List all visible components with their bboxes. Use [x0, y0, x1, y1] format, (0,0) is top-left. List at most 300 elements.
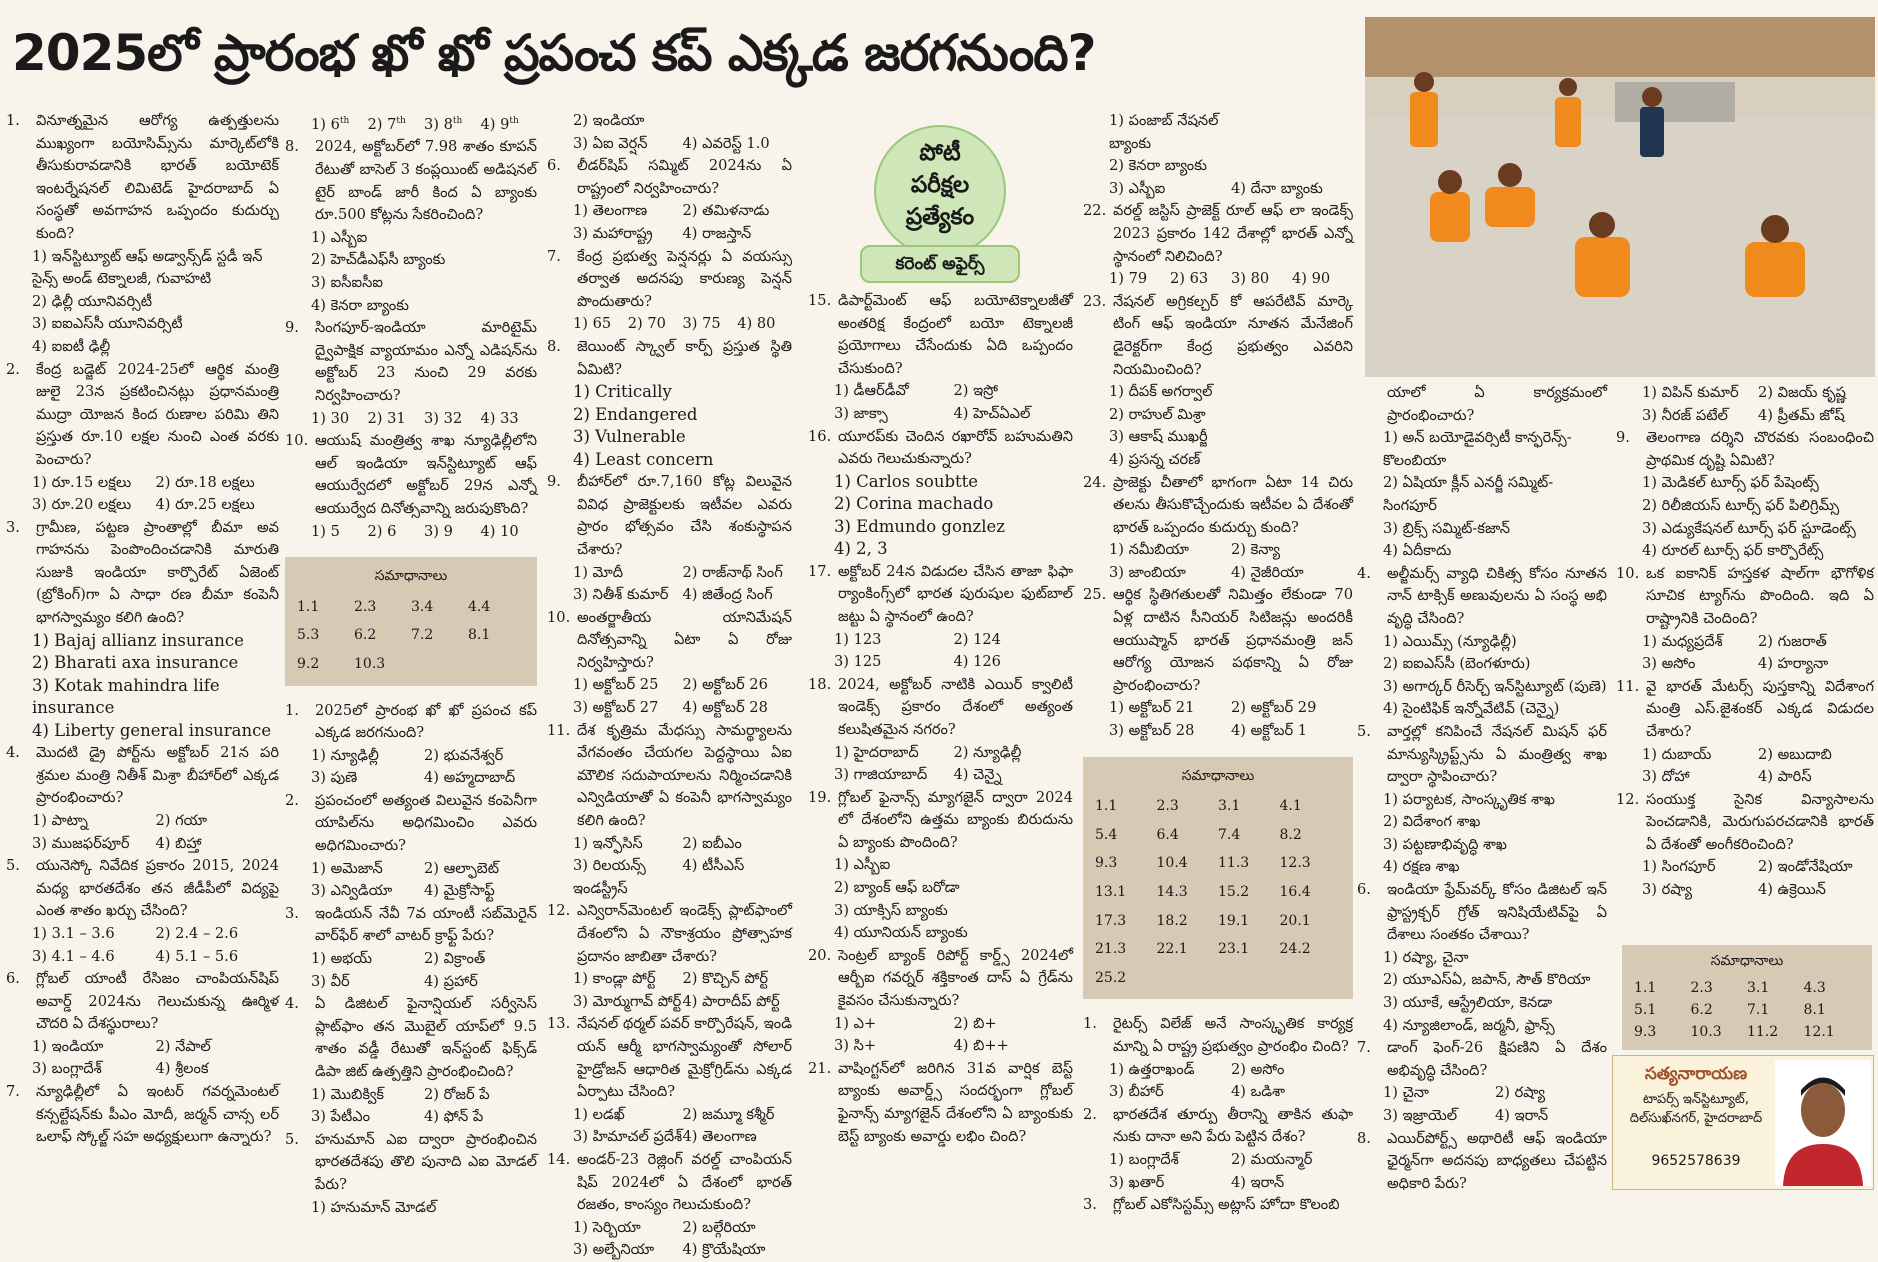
question	[808, 290, 1073, 380]
option: 4) మైక్రోసాఫ్ట్	[424, 882, 495, 900]
question-number: 2.	[6, 360, 20, 378]
option: 2) అబుదాబి	[1758, 745, 1832, 763]
question-text: వినూత్నమైన ఆరోగ్య ఉత్పత్తులను ముఖ్యంగా బయోసిమ్స్‌ను మార్కెట్‌లోకి తీసుకురావడానికి భారత్ బయోటెక్ ఇంటర్నేషనల్ లిమిటెడ్ హైదరాబాద్ ఏ సంస్థతో అవగాహన ఒప్పందం కుదుర్చు కుంది?	[36, 112, 279, 242]
question-number: 4.	[6, 744, 20, 762]
column-4	[808, 290, 1073, 1195]
question-number: 12.	[1616, 790, 1640, 808]
option: 3) నితీశ్ కుమార్	[573, 586, 669, 604]
option: 2) రష్యా	[1495, 1084, 1546, 1102]
badge-title-line: ప్రత్యేకం	[905, 204, 975, 230]
question	[285, 790, 537, 858]
option: 3) ఆకాష్ ముఖర్జీ	[1109, 428, 1208, 446]
option: 4) ప్రీతమ్ జోష్	[1758, 406, 1845, 424]
option: 4) 10	[480, 522, 519, 540]
question	[1083, 472, 1353, 540]
headline: 2025లో ప్రారంభ ఖో ఖో ప్రపంచ కప్ ఎక్కడ జరగనుంది?	[12, 24, 1096, 82]
question-text: మొదటి డ్రై పోర్ట్‌ను అక్టోబర్ 21న పరి శ్రమల మంత్రి నితీశ్ మిశ్రా బీహార్‌లో ఎక్కడ ప్రారంభించారు?	[36, 744, 279, 807]
option: 2) 70	[627, 315, 666, 333]
option: 1) ఉత్తరాఖండ్	[1109, 1060, 1195, 1078]
current-affairs-badge	[860, 125, 1020, 293]
option: 1) లడఖ్	[573, 1105, 625, 1123]
question-text: డిపార్ట్‌మెంట్ ఆఫ్ బయోటెక్నాలజీతో అంతరిక్ష కేంద్రంలో బయో టెక్నాలజీ ప్రయోగాలు చేసేందుకు ఏది ఒప్పందం చేసుకుంది?	[838, 292, 1073, 377]
option: 4) అహ్మదాబాద్	[424, 769, 516, 787]
question	[1083, 200, 1353, 268]
options	[285, 408, 537, 431]
option: 1) బంగ్లాదేశ్	[1109, 1150, 1179, 1168]
option: 1) డీఆర్‌డీవో	[834, 382, 909, 400]
option: 1) హనుమాన్ మోడల్	[311, 1198, 437, 1216]
question-text: కేంద్ర ప్రభుత్వ పెన్షనర్లు ఏ వయస్సు తర్వాత అదనపు కారుణ్య పెన్షన్ పొందుతారు?	[577, 247, 792, 310]
option: 1) దీపక్ అగర్వాల్	[1109, 383, 1213, 401]
question-text: రైటర్స్ విలేజ్ అనే సాంస్కృతిక కార్యక్ర మాన్ని ఏ రాష్ట్ర ప్రభుత్వం ప్రారంభిం చింది?	[1113, 1015, 1353, 1055]
option: 3) అల్బేనియా	[573, 1241, 655, 1259]
answer-item: 7.2	[411, 627, 434, 644]
question	[285, 430, 537, 520]
option: 2) అక్టోబర్ 26	[682, 676, 768, 694]
options	[285, 1084, 537, 1129]
option: 2) 7th	[367, 115, 406, 133]
option: 4) కెనరా బ్యాంకు	[311, 296, 409, 314]
question-text: 2024, అక్టోబర్ నాటికి ఎయిర్ క్వాలిటీ ఇండెక్స్ ప్రకారం దేశంలో అత్యంత కలుషితమైన నగరం?	[838, 675, 1073, 738]
option: 1) ఇండియా	[32, 1037, 104, 1055]
option: 2) విదేశాంగ శాఖ	[1383, 813, 1481, 831]
question-text: వార్తల్లో కనిపించే నేషనల్ మిషన్ ఫర్ మాన్యుస్క్రిప్ట్స్‌ను ఏ మంత్రిత్వ శాఖ ద్వారా స్థాపించారు?	[1387, 722, 1607, 786]
question-number: 6.	[1357, 881, 1371, 899]
question	[285, 903, 537, 948]
option: 4) హర్యానా	[1758, 655, 1829, 673]
answer-item: 11.2	[1747, 1024, 1779, 1040]
answer-item: 11.3	[1218, 855, 1250, 872]
question-number: 22.	[1083, 202, 1107, 220]
question	[6, 855, 279, 923]
question-number: 11.	[1616, 677, 1640, 695]
option: 3) బీహార్	[1109, 1083, 1164, 1101]
answer-item: 10.3	[354, 655, 386, 672]
options	[808, 380, 1073, 425]
options	[1083, 1149, 1353, 1194]
question-text: నేషనల్ థర్మల్ పవర్ కార్పొరేషన్, ఇండి యన్ ఆర్మీ భాగస్వామ్యంతో సోలార్ హైడ్రోజన్ ఆధారిత మైక్రోగ్రిడ్‌ను ఎక్కడ ఏర్పాటు చేసింది?	[577, 1015, 792, 1101]
question-text: నేషనల్ అగ్రికల్చర్ కో ఆపరేటివ్ మార్కె టింగ్ ఆఫ్ ఇండియా నూతన మేనేజింగ్ డైరెక్టర్‌గా కేంద్ర ప్రభుత్వం ఎవరిని నియమించింది?	[1113, 292, 1353, 378]
question-text: 2025లో ప్రారంభ ఖో ఖో ప్రపంచ కప్ ఎక్కడ జరగనుంది?	[315, 701, 537, 742]
option: 2) గయా	[155, 811, 208, 829]
question	[1616, 563, 1874, 631]
option: 3) జాంబియా	[1109, 563, 1186, 581]
answer-item: 24.2	[1279, 941, 1311, 958]
question-text: వై భారత్ మేటర్స్ పుస్తకాన్ని విదేశాంగ మంత్రి ఎస్.జైశంకర్ ఎక్కడ విడుదల చేశారు?	[1646, 677, 1874, 740]
option: 3) రష్యా	[1642, 881, 1693, 899]
question-text: అక్టోబర్ 24న విడుదల చేసిన తాజా ఫిఫా ర్యాంకింగ్స్‌లో భారత పురుషుల ఫుట్‌బాల్ జట్టు ఏ స్థానంలో ఉంది?	[838, 562, 1073, 625]
question	[285, 317, 537, 407]
question	[547, 246, 792, 314]
question-number: 9.	[547, 473, 561, 491]
option: 3) 80	[1231, 270, 1270, 288]
option: 3) పట్టణాభివృద్ధి శాఖ	[1383, 835, 1507, 853]
question-number: 4.	[285, 995, 299, 1013]
answer-item: 15.2	[1218, 884, 1250, 900]
question-text: వాషింగ్టన్‌లో జరిగిన 31వ వార్షిక బెస్ట్ బ్యాంకు అవార్డ్స్ సందర్భంగా గ్లోబల్ ఫైనాన్స్ మ్యాగజైన్ దేశంలోని ఏ బ్యాంకుకు బెస్ట్ బ్యాంకు అవార్డు లభిం చింది?	[838, 1059, 1073, 1145]
column-3	[547, 110, 792, 1259]
option: 3) 125	[834, 653, 882, 671]
question-number: 10.	[547, 608, 571, 626]
options	[547, 968, 792, 1013]
answer-item: 25.2	[1095, 969, 1127, 986]
question	[6, 1081, 279, 1149]
option: 2) న్యూఢిల్లీ	[953, 743, 1022, 761]
options	[285, 110, 537, 136]
question	[6, 110, 279, 246]
question-number: 18.	[808, 675, 832, 693]
option: 3) 4.1 – 4.6	[32, 947, 115, 965]
option: 4) క్రొయేషియా	[682, 1241, 766, 1259]
option: 4) శ్రీలంక	[155, 1060, 209, 1078]
option: 1) Carlos soubtte	[834, 471, 979, 491]
options	[547, 833, 792, 901]
question-number: 4.	[1357, 564, 1371, 582]
question-text: తెలంగాణ దర్శిని చొరవకు సంబంధించి ప్రాథమిక దృష్టి ఏమిటి?	[1646, 429, 1874, 469]
option: 1) 6th	[311, 115, 350, 133]
question	[285, 993, 537, 1083]
option: 2) 63	[1170, 270, 1209, 288]
option: 2) ఐఐఎస్‌సీ (బెంగళూరు)	[1383, 655, 1531, 673]
question-text: బీహార్‌లో రూ.7,160 కోట్ల విలువైన వివిధ ప్రాజెక్టులకు ఇటీవల ఎవరు ప్రారం భోత్సవం చేసి శంకుస్థాపన చేశారు?	[577, 473, 792, 558]
question-number: 23.	[1083, 292, 1107, 310]
question-text: ఎన్విరాన్‌మెంటల్ ఇండెక్స్ ప్లాట్‌ఫాంలో దేశంలోని ఏ నౌకాశ్రయం ప్రోత్సాహక ప్రదానం జాబితా చేశారు?	[577, 902, 792, 965]
option: 4) పారాదీప్ పోర్ట్	[682, 992, 780, 1010]
option: 2) యూఎస్ఏ, జపాన్, సౌత్ కొరియా	[1383, 971, 1591, 989]
option: 3) 9	[424, 522, 453, 540]
question-number: 21.	[808, 1059, 832, 1077]
question	[1083, 1104, 1353, 1149]
options	[547, 200, 792, 245]
author-institute-line: టాపర్స్ ఇన్‌స్టిట్యూట్,	[1643, 1092, 1749, 1107]
option: 1) 123	[834, 630, 882, 648]
question	[808, 787, 1073, 855]
option: 1) మొబిక్విక్	[311, 1085, 385, 1103]
question	[1357, 1128, 1607, 1196]
answer-item: 4.1	[1279, 798, 1302, 815]
option: 1) ఎస్బీఐ	[311, 228, 368, 246]
option: 2) Corina machado	[834, 494, 994, 514]
options	[547, 313, 792, 336]
option: 2) ఇండియా	[573, 112, 645, 129]
option: 3) Edmundo gonzlez	[834, 516, 1005, 536]
option: 2) కెనరా బ్యాంకు	[1109, 157, 1207, 175]
question	[808, 674, 1073, 742]
question-number: 24.	[1083, 473, 1107, 491]
question-text: అంతర్జాతీయ యానిమేషన్ దినోత్సవాన్ని ఏటా ఏ రోజు నిర్వహిస్తారు?	[577, 608, 792, 671]
question-number: 11.	[547, 721, 571, 739]
options	[808, 854, 1073, 944]
answer-item: 8.2	[1279, 826, 1302, 843]
answer-item: 1.1	[1095, 798, 1118, 815]
answer-item: 9.3	[1095, 855, 1118, 872]
option: 1) 30	[311, 409, 350, 427]
option: 1) 79	[1109, 270, 1148, 288]
option: 2) అసోం	[1231, 1060, 1285, 1078]
question-number: 10.	[285, 432, 309, 450]
question	[1083, 1013, 1353, 1058]
question-number: 20.	[808, 946, 832, 964]
option: 1) రష్యా, చైనా	[1383, 948, 1469, 966]
question-text: ఎయిర్‌పోర్ట్స్ అథారిటీ ఆఫ్ ఇండియా ఛైర్మన్‌గా అదనపు బాధ్యతలు చేపట్టిన అధికారి పేరు?	[1387, 1129, 1607, 1192]
option: 1) సింగపూర్	[1642, 858, 1716, 876]
option: 4) 80	[737, 315, 776, 333]
option: 1) పంజాబ్ నేషనల్ బ్యాంకు	[1109, 112, 1219, 152]
question-text: ఏ డిజిటల్ ఫైనాన్షియల్ సర్వీసెస్ ప్లాట్‌ఫాం తన మొబైల్ యాప్‌లో 9.5 శాతం వడ్డీ రేటుతో ఇన్‌స్టంట్ ఫిక్స్‌డ్ డిపా జిట్ ఉత్పత్తిని ప్రారంభించింది?	[315, 995, 537, 1081]
answer-item: 6.2	[354, 627, 377, 644]
options	[1616, 382, 1874, 427]
option: 1) రూ.15 లక్షలు	[32, 473, 132, 491]
question	[808, 945, 1073, 1013]
answers-title: సమాధానాలు	[1710, 953, 1784, 969]
question	[1357, 1037, 1607, 1082]
option: 4) న్యూజిలాండ్, జర్మనీ, ఫ్రాన్స్	[1383, 1016, 1555, 1034]
question-number: 8.	[285, 138, 299, 156]
options	[1616, 631, 1874, 676]
answer-item: 8.1	[1803, 1002, 1826, 1018]
answer-item: 17.3	[1095, 912, 1127, 929]
option: 3) ఏఐ వెర్షన్	[573, 134, 648, 152]
option: 1) ఎ+	[834, 1014, 877, 1032]
question-text: యూరప్‌కు చెందిన రఖారోవ్ బహుమతిని ఎవరు గెలుచుకున్నారు?	[838, 427, 1073, 468]
option: 4) పారిస్	[1758, 768, 1812, 786]
question-text: దేశ కృత్రిమ మేధస్సు సామర్థ్యాలను వేగవంతం చేయగల పెద్దస్థాయి ఏఐ మౌలిక సదుపాయాలను నిర్మించడానికి ఎన్విడియాతో ఏ కంపెనీ భాగస్వామ్యం కలిగి ఉంది?	[577, 721, 792, 830]
answer-item: 18.2	[1156, 912, 1188, 929]
options	[1357, 947, 1607, 1037]
options	[1083, 697, 1353, 742]
question	[6, 742, 279, 810]
question-text: సెంట్రల్ బ్యాంక్ రిపోర్ట్ కార్డ్స్ 2024లో ఆర్బీఐ గవర్నర్ శక్తికాంత దాస్ ఏ గ్రేడ్‌ను కైవసం చేసుకున్నారు?	[838, 946, 1073, 1010]
question-text: భారతదేశ తూర్పు తీరాన్ని తాకిన తుఫా నుకు దానా అని పేరు పెట్టిన దేశం?	[1113, 1105, 1353, 1146]
option: 3) ఖతార్	[1109, 1173, 1165, 1191]
question-number: 17.	[808, 562, 832, 580]
option: 3) ఎడ్యుకేషనల్ టూర్స్ ఫర్ స్టూడెంట్స్	[1642, 519, 1856, 537]
option: 1) పర్యాటక, సాంస్కృతిక శాఖ	[1383, 790, 1555, 808]
question-number: 9.	[1616, 429, 1630, 447]
question-text: ఒక ఐకానిక్ హస్తకళ షాల్‌గా భౌగోళిక సూచిక ట్యాగ్‌ను పొందింది. ఇది ఏ రాష్ట్రానికి చెందింది?	[1646, 564, 1874, 627]
answer-item: 2.3	[354, 598, 377, 615]
option: 2) Bharati axa insurance	[32, 653, 239, 673]
options	[547, 674, 792, 719]
answer-item: 12.3	[1279, 855, 1311, 872]
answer-item: 1.1	[1634, 980, 1657, 996]
option: 2) 6	[367, 522, 397, 540]
option: 1) 65	[573, 315, 612, 333]
answer-item: 6.4	[1156, 826, 1179, 843]
option: 1) మెడికల్ టూర్స్ ఫర్ పేషెంట్స్	[1642, 474, 1819, 492]
column-2	[285, 110, 537, 1216]
option: 1) సెర్బియా	[573, 1218, 641, 1236]
option: 4) ఇరాన్	[1495, 1107, 1549, 1124]
options	[1083, 539, 1353, 584]
option: 2) రిలీజియస్ టూర్స్ ఫర్ పిలిగ్రిమ్స్	[1642, 496, 1840, 514]
option: 4) 9th	[480, 115, 519, 133]
question	[285, 700, 537, 745]
option: 1) నమీబియా	[1109, 541, 1190, 559]
option: 1) అభయ్	[311, 950, 373, 968]
option: 1) మధ్యప్రదేశ్	[1642, 632, 1723, 650]
option: 4) రాజస్తాన్	[682, 224, 752, 242]
answers-grid	[1095, 795, 1341, 989]
author-portrait	[1775, 1060, 1871, 1186]
question	[6, 359, 279, 472]
option: 4) ఎవరెస్ట్ 1.0	[682, 134, 770, 152]
answer-item: 14.3	[1156, 884, 1188, 900]
options	[1083, 268, 1353, 291]
option: 2) భువనేశ్వర్	[424, 746, 504, 764]
question-number: 2.	[285, 791, 299, 809]
option: 4) జితేంద్ర సింగ్	[682, 586, 773, 604]
answer-item: 21.3	[1095, 941, 1127, 958]
badge-subtitle: కరెంట్ అఫైర్స్	[860, 245, 1020, 283]
option: 4) 90	[1292, 270, 1331, 288]
question-number: 7.	[547, 247, 561, 265]
question-number: 8.	[547, 337, 561, 355]
question-number: 8.	[1357, 1129, 1371, 1147]
spacer	[285, 686, 537, 700]
question-text: హనుమాన్ ఎఐ ద్వారా ప్రారంభించిన భారతదేశపు తొలి పునాది ఎఐ మోడల్ పేరు?	[315, 1130, 537, 1193]
answer-item: 9.2	[297, 655, 320, 672]
option: 4) హెచ్ఏఎల్	[953, 404, 1031, 422]
options	[808, 629, 1073, 674]
options	[1357, 427, 1607, 563]
option: 4) ప్రసన్న చరణ్	[1109, 450, 1201, 468]
question-text: అండర్-23 రెజ్లింగ్ వరల్డ్ చాంపియన్ షిప్ 2024లో ఏ దేశంలో భారత్ రజతం, కాంస్యం గెలుచుకుంది?	[577, 1150, 792, 1214]
answer-item: 16.4	[1279, 884, 1311, 900]
question	[1357, 382, 1607, 427]
option: 4) సైంటిఫిక్ ఇన్నోవేటివ్ (చెన్నై)	[1383, 700, 1560, 718]
options	[285, 948, 537, 993]
option: 3) ముజఫర్‌పూర్	[32, 834, 130, 852]
option: 4) తెలంగాణ	[682, 1128, 757, 1146]
answer-item: 5.1	[1634, 1002, 1657, 1018]
question	[547, 720, 792, 833]
question-number: 3.	[285, 904, 299, 922]
question	[6, 517, 279, 630]
question-text: జెయింట్ స్క్వాల్ కార్ప్ ప్రస్తుత స్థితి ఏమిటి?	[577, 337, 792, 378]
option: 4) 5.1 – 5.6	[155, 947, 239, 965]
question	[808, 1058, 1073, 1148]
option: 1) కాండ్లా పోర్ట్	[573, 970, 656, 988]
question-text: సింగపూర్-ఇండియా మారిటైమ్ ద్వైపాక్షిక వ్యాయామం ఎన్నో ఎడిషన్‌ను అక్టోబర్ 23 నుంచి 29 వరకు నిర్వహించారు?	[315, 319, 537, 404]
options	[808, 471, 1073, 561]
option: 4) 2, 3	[834, 539, 888, 559]
answer-item: 3.1	[1747, 980, 1770, 996]
option: 3) నీరజ్ పటేల్	[1642, 406, 1728, 424]
option: 2) ఢిల్లీ యూనివర్సిటీ	[32, 292, 152, 310]
question	[547, 336, 792, 381]
question	[1083, 291, 1353, 381]
option: 3) పుణె	[311, 769, 358, 787]
option: 3) దోహా	[1642, 768, 1690, 786]
option: 3) Vulnerable	[573, 427, 686, 447]
option: 1) Bajaj allianz insurance	[32, 630, 244, 650]
question-number: 5.	[6, 857, 20, 875]
answers-title: సమాధానాలు	[374, 568, 448, 585]
question	[808, 426, 1073, 471]
question-number: 9.	[285, 319, 299, 337]
option: 2) కొచ్చిన్ పోర్ట్	[682, 970, 769, 988]
option: 3) రూ.20 లక్షలు	[32, 496, 132, 514]
option: 1) 5	[311, 522, 340, 540]
option: 1) పాట్నా	[32, 811, 88, 829]
answer-item: 23.1	[1218, 941, 1250, 958]
question	[547, 471, 792, 561]
answer-item: 22.1	[1156, 941, 1188, 958]
question	[547, 1013, 792, 1103]
option: 4) చెన్నై	[953, 766, 1002, 784]
option: 3) రిలయన్స్ ఇండస్ట్రీస్	[573, 857, 646, 897]
option: 2) రాజ్‌నాథ్ సింగ్	[682, 563, 783, 581]
question-number: 7.	[1357, 1039, 1371, 1057]
options	[1083, 110, 1353, 200]
option: 4) దేనా బ్యాంకు	[1231, 179, 1323, 197]
answer-item: 12.1	[1803, 1024, 1835, 1040]
answer-item: 2.3	[1156, 798, 1179, 815]
author-institute	[1621, 1090, 1771, 1128]
option: 3) ఇజ్రాయెల్	[1383, 1107, 1458, 1124]
option: 2) 31	[367, 409, 406, 427]
options	[1357, 1082, 1607, 1127]
column-1	[6, 110, 279, 1195]
option: 1) చైనా	[1383, 1084, 1429, 1102]
answer-item: 13.1	[1095, 884, 1127, 900]
question-text: ఆర్థిక స్థితిగతులతో నిమిత్తం లేకుండా 70 ఏళ్ల దాటిన సీనియర్ సిటిజన్లు అందరికీ ఆయుష్మాన్ భారత్ ప్రధానమంత్రి జన్ ఆరోగ్య యోజన పథకాన్ని ఏ రోజు ప్రారంభించారు?	[1113, 586, 1353, 694]
question-text: 2024, అక్టోబర్‌లో 7.98 శాతం కూపన్ రేటుతో బాసెల్ 3 కంప్లయింట్ అడిషనల్ టైర్ బాండ్ జారీ కింద ఏ బ్యాంకు రూ.500 కోట్లను సేకరించింది?	[315, 138, 537, 224]
option: 1) ఎయిమ్స్ (న్యూఢిల్లీ)	[1383, 632, 1517, 650]
option: 4) Liberty general insurance	[32, 720, 272, 740]
badge-title	[874, 137, 1006, 233]
question-text: ఇండియన్ నేవీ 7వ యాంటీ సబ్‌మెరైన్ వార్‌ఫేర్ శాలో వాటర్ క్రాఫ్ట్ పేరు?	[315, 904, 537, 945]
option: 2) మయన్మార్	[1231, 1150, 1313, 1168]
answer-item: 3.4	[411, 598, 434, 615]
question-number: 5.	[1357, 722, 1371, 740]
question-text: ఆయుష్ మంత్రిత్వ శాఖ న్యూఢిల్లీలోని ఆల్ ఇండియా ఇన్‌స్టిట్యూట్ ఆఫ్ ఆయుర్వేదలో అక్టోబర్ 29న ఎన్నో ఆయుర్వేద దినోత్సవాన్ని జరుపుకొంది?	[315, 432, 537, 517]
option: 2) రూ.18 లక్షలు	[155, 473, 255, 491]
option: 3) ఎస్బీఐ	[1109, 179, 1166, 197]
answer-item: 8.1	[468, 627, 491, 644]
question-text: లీడర్‌షిప్ సమ్మిట్ 2024ను ఏ రాష్ట్రంలో నిర్వహించారు?	[577, 157, 792, 197]
answer-item: 5.3	[297, 627, 320, 644]
question-text: డాంగ్ ఫెంగ్-26 క్షిపణిని ఏ దేశం అభివృద్ధి చేసింది?	[1387, 1039, 1607, 1079]
option: 2) ఏషియా క్లీన్ ఎనర్జీ సమ్మిట్-సింగపూర్	[1383, 474, 1554, 514]
question-text: గ్లోబల్ ఫైనాన్స్ మ్యాగజైన్ ద్వారా 2024 లో దేశంలోని ఉత్తమ బ్యాంకు బిరుదును ఏ బ్యాంకు పొందింది?	[838, 788, 1073, 851]
answer-item: 1.1	[297, 598, 320, 615]
question-number: 1.	[6, 112, 20, 129]
option: 4) బి++	[953, 1037, 1009, 1055]
option: 3) సి+	[834, 1037, 877, 1055]
option: 3) అగార్కర్ రీసెర్చ్ ఇన్‌స్టిట్యూట్ (పుణె)	[1383, 677, 1607, 695]
option: 1) అక్టోబర్ 25	[573, 676, 659, 694]
author-card	[1612, 1055, 1874, 1190]
question	[547, 1149, 792, 1217]
question-number: 5.	[285, 1130, 299, 1148]
question-number: 2.	[1083, 1105, 1097, 1123]
answer-item: 3.1	[1218, 798, 1241, 815]
option: 1) అక్టోబర్ 21	[1109, 699, 1195, 717]
answer-item: 4.4	[468, 598, 491, 615]
options	[285, 227, 537, 317]
question	[547, 155, 792, 200]
option: 3) యూకే, ఆస్ట్రేలియా, కెనడా	[1383, 994, 1553, 1012]
option: 1) Critically	[573, 382, 672, 402]
question-number: 15.	[808, 292, 832, 309]
option: 1) దుబాయ్	[1642, 745, 1712, 763]
answers-grid	[1634, 980, 1860, 1040]
question-number: 6.	[547, 157, 561, 175]
options	[547, 562, 792, 607]
option: 1) ఎస్బీఐ	[834, 856, 891, 874]
